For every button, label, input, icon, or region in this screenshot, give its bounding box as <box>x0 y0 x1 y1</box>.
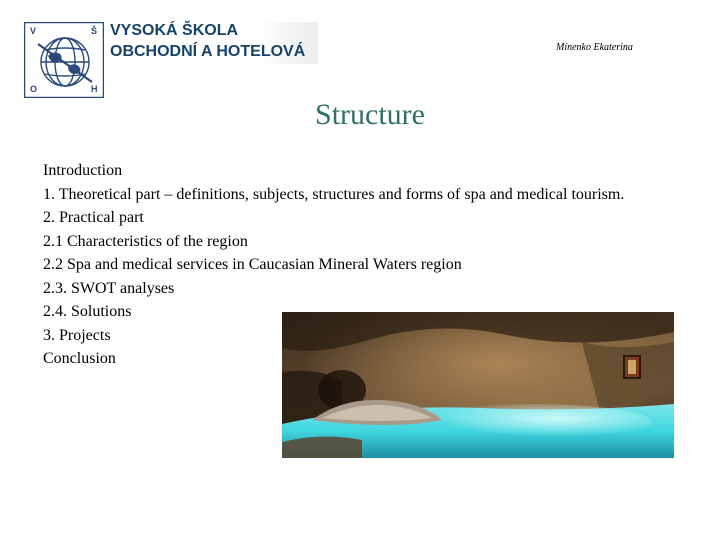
list-item: 2.1 Characteristics of the region <box>43 232 248 250</box>
list-item: 1. Theoretical part – definitions, subjects, structures and forms of spa and medical tourism. <box>43 185 625 203</box>
list-item: 2. Practical part <box>43 209 144 226</box>
school-name-line-1: VYSOKÁ ŠKOLA <box>110 22 239 39</box>
logo-letter-v: V <box>30 26 37 36</box>
slide-title: Structure <box>315 98 425 131</box>
logo-letter-s: Š <box>91 26 98 36</box>
school-name-line-2: OBCHODNÍ A HOTELOVÁ <box>110 43 306 60</box>
logo-letter-h: H <box>91 84 98 94</box>
school-logo-icon <box>24 22 104 98</box>
author-name: Minenko Ekaterina <box>556 42 633 53</box>
school-name <box>110 22 318 64</box>
list-item: 3. Projects <box>43 326 111 344</box>
list-item: Introduction <box>43 162 123 179</box>
list-item: 2.3. SWOT analyses <box>43 279 175 297</box>
logo-letter-o: O <box>30 84 38 94</box>
list-item: 2.2 Spa and medical services in Caucasian Mineral Waters region <box>43 256 462 273</box>
list-item: 2.4. Solutions <box>43 303 132 320</box>
cave-lake-photo <box>282 312 674 458</box>
list-item: Conclusion <box>43 350 116 367</box>
